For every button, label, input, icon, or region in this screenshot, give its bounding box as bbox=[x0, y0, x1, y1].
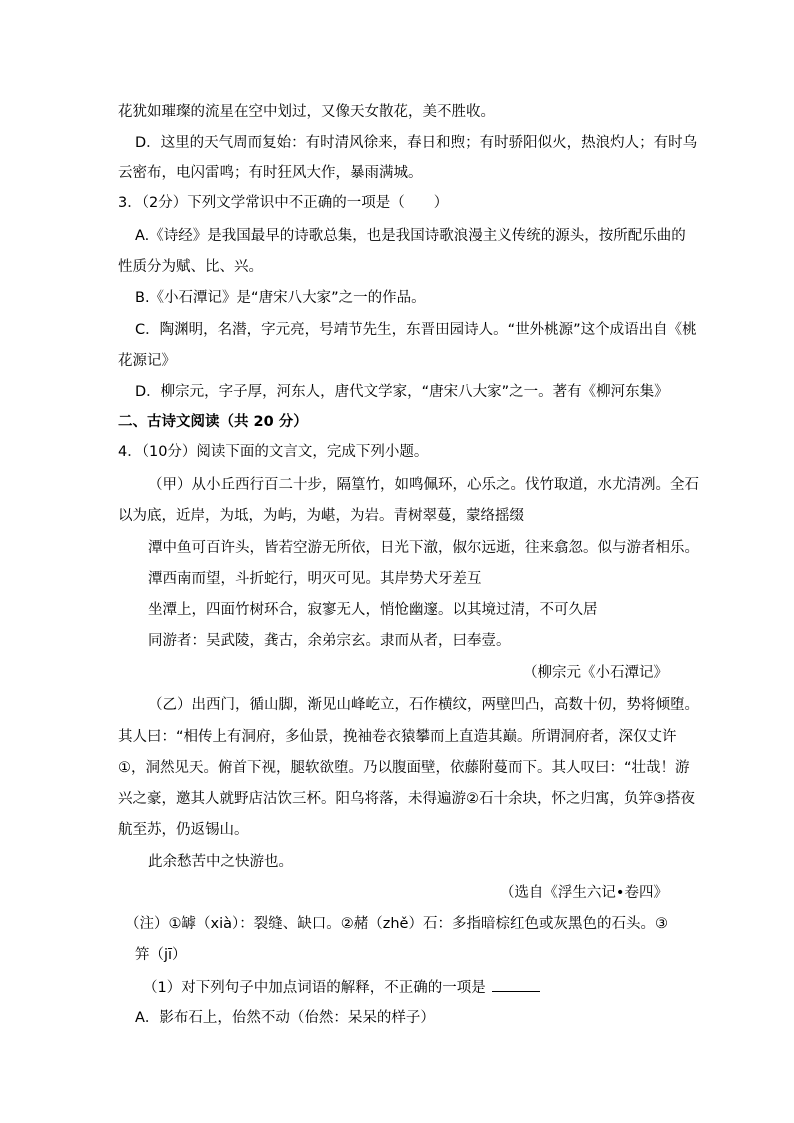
option-d-line: D．柳宗元，字子厚，河东人，唐代文学家，“唐宋八大家”之一。著有《柳河东集》 bbox=[135, 384, 669, 400]
answer-blank bbox=[492, 977, 540, 992]
text-line: 花犹如璀璨的流星在空中划过，又像天女散花，美不胜收。 bbox=[118, 104, 495, 120]
passage-yi-line: 兴之豪，邀其人就野店沽饮三杯。阳乌将落，未得遍游②石十余块，怀之归寓，负笄③搭夜 bbox=[118, 791, 695, 807]
option-d-line: D．这里的天气周而复始：有时清风徐来，春日和煦；有时骄阳似火，热浪灼人；有时乌 bbox=[135, 135, 698, 151]
option-c-line: C．陶渊明，名潜，字元亮，号靖节先生，东晋田园诗人。“世外桃源”这个成语出自《桃 bbox=[135, 322, 697, 338]
option-b-line: B.《小石潭记》是“唐宋八大家”之一的作品。 bbox=[135, 290, 426, 306]
subquestion-1-text: （1）对下列句子中加点词语的解释，不正确的一项是 bbox=[143, 980, 486, 996]
passage-yi-line: 航至苏，仍返锡山。 bbox=[118, 822, 249, 838]
passage-yi-line: （乙）出西门，循山脚，渐见山峰屹立，石作横纹，两壁凹凸，高数十仞，势将倾堕。 bbox=[148, 697, 699, 713]
text-line: 性质分为赋、比、兴。 bbox=[118, 259, 263, 275]
passage-jia-line: 潭西南而望，斗折蛇行，明灭可见。其岸势犬牙差互 bbox=[148, 571, 482, 587]
passage-yi-line: ①，洞然见天。俯首下视，腿软欲堕。乃以腹面壁，依藤附蔓而下。其人叹曰：“壮哉！游 bbox=[118, 760, 690, 776]
passage-jia-line: 潭中鱼可百许头，皆若空游无所依，日光下澈，俶尔远逝，往来翕忽。似与游者相乐。 bbox=[148, 540, 699, 556]
question-3-stem: 3．（2分）下列文学常识中不正确的一项是（ ） bbox=[118, 195, 449, 211]
source-attribution: （选自《浮生六记•卷四》 bbox=[499, 885, 668, 901]
passage-yi-line: 其人曰：“相传上有洞府，多仙景，挽袖卷衣猿攀而上直造其巅。所谓洞府者，深仅丈许 bbox=[118, 729, 677, 745]
option-a-line: A．影布石上，佁然不动（佁然：呆呆的样子） bbox=[135, 1010, 435, 1026]
text-line: 花源记》 bbox=[118, 353, 176, 369]
question-4-stem: 4．（10分）阅读下面的文言文，完成下列小题。 bbox=[118, 444, 429, 460]
passage-jia-line: 坐潭上，四面竹树环合，寂寥无人，悄怆幽邃。以其境过清，不可久居 bbox=[148, 602, 598, 618]
passage-jia-line: 以为底，近岸，为坻，为屿，为嵁，为岩。青树翠蔓，蒙络摇缀 bbox=[118, 508, 524, 524]
option-a-line: A.《诗经》是我国最早的诗歌总集，也是我国诗歌浪漫主义传统的源头，按所配乐曲的 bbox=[135, 228, 686, 244]
text-line: 云密布，电闪雷鸣；有时狂风大作，暴雨满城。 bbox=[118, 165, 423, 181]
subquestion-1 bbox=[143, 977, 540, 997]
annotation-line: （注）①罅（xià）：裂缝、缺口。②赭（zhě）石：多指暗棕红色或灰黑色的石头。③ bbox=[125, 916, 668, 932]
section-heading: 二、古诗文阅读（共 20 分） bbox=[118, 414, 308, 430]
passage-jia-line: （甲）从小丘西行百二十步，隔篁竹，如鸣佩环，心乐之。伐竹取道，水尤清冽。全石 bbox=[148, 477, 699, 493]
passage-jia-line: 同游者：吴武陵，龚古，余弟宗玄。隶而从者，曰奉壹。 bbox=[148, 633, 511, 649]
source-attribution: （柳宗元《小石潭记》 bbox=[523, 665, 668, 681]
passage-yi-line: 此余愁苦中之快游也。 bbox=[148, 854, 293, 870]
annotation-line: 笄（jī） bbox=[135, 947, 187, 963]
